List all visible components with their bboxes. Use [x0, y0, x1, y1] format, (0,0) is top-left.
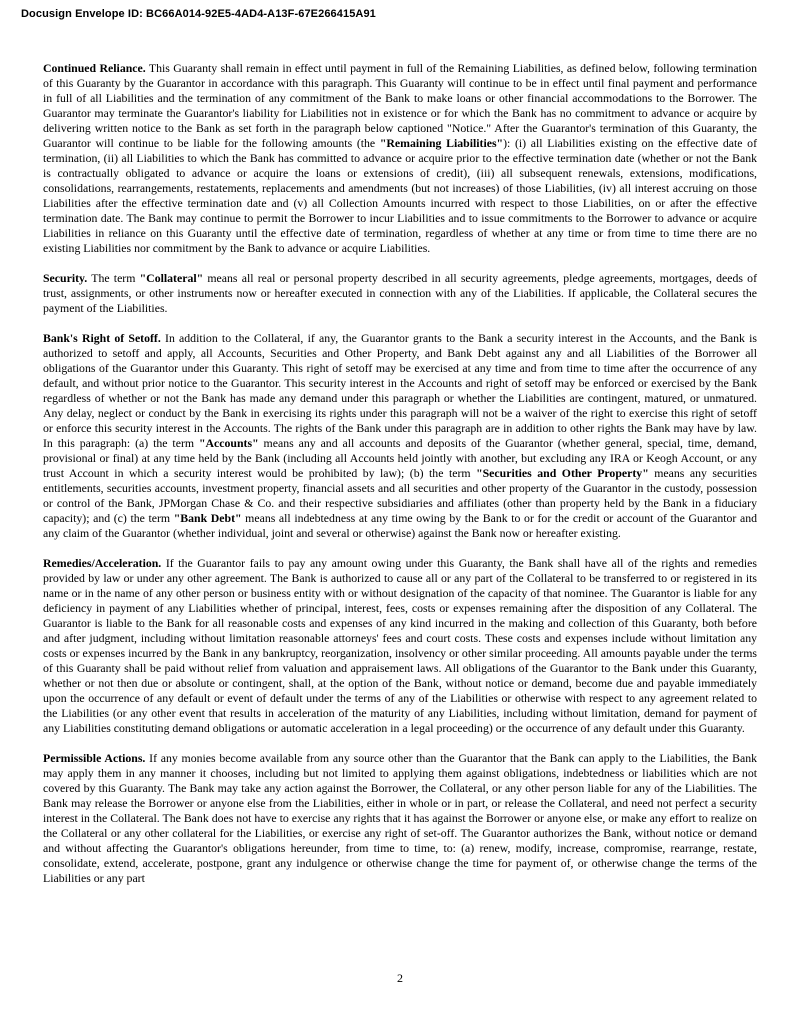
- text-run: means any and all accounts and deposits of the Guarantor (whether general, special, time, demand, provisional or final) at any time held by the Bank (including all Accounts held jointly with another, but excluding any IRA or Keogh Account, or any trust Account in which a security interest would be prohibited by law); (b) the term: [43, 436, 757, 480]
- bold-term: Remedies/Acceleration.: [43, 556, 162, 570]
- text-run: means any securities entitlements, securities accounts, investment property, financial assets and all securities and other property of the Guarantor in the custody, possession or control of the Bank, JPMorgan Chase & Co. and their respective subsidiaries and affiliates (other than property held by the Bank in a fiduciary capacity); and (c) the term: [43, 466, 757, 525]
- page-number: 2: [397, 971, 403, 985]
- paragraph-permissible-actions: [43, 751, 757, 886]
- paragraph-security: [43, 271, 757, 316]
- bold-term: Security.: [43, 271, 88, 285]
- bold-term: "Remaining Liabilities": [379, 136, 504, 150]
- text-run: means all real or personal property described in all security agreements, pledge agreements, mortgages, deeds of trust, assignments, or other instruments now or hereafter executed in connection with any of the Liabilities. If applicable, the Collateral secures the payment of the Liabilities.: [43, 271, 758, 315]
- bold-term: "Accounts": [198, 436, 259, 450]
- text-run: If any monies become available from any source other than the Guarantor that the Bank can apply to the Liabilities, the Bank may apply them in any manner it chooses, including but not limited to applying them against obligations, indebtedness or liabilities which are not covered by this Guaranty. The Bank may take any action against the Borrower, the Collateral, or any other person liable for any of the Liabilities. The Bank may release the Borrower or anyone else from the Liabilities, either in whole or in part, or release the Collateral, and need not perfect a security interest in the Collateral. The Bank does not have to exercise any rights that it has against the Borrower or anyone else, or make any effort to realize on the Collateral or any other collateral for the Liabilities, or exercise any right of set-off. The Guarantor authorizes the Bank, without notice or demand and without affecting the Guarantor's obligations hereunder, from time to time, to: (a) renew, modify, increase, compromise, rearrange, restate, consolidate, extend, accelerate, postpone, grant any indulgence or otherwise change the time for payment of, or otherwise change the terms of the Liabilities or any part: [43, 751, 758, 885]
- text-run: means all indebtedness at any time owing by the Bank to or for the credit or account of the Guarantor and any claim of the Guarantor (whether individual, joint and several or otherwise) against the Bank now or hereafter existing.: [43, 511, 757, 540]
- bold-term: "Collateral": [139, 271, 204, 285]
- bold-term: Bank's Right of Setoff.: [43, 331, 161, 345]
- text-run: If the Guarantor fails to pay any amount owing under this Guaranty, the Bank shall have all of the rights and remedies provided by law or under any other agreement. The Bank is authorized to cause all or any part of the Collateral to be transferred to or registered in its name or in the name of any other person or business entity with or without designation of the capacity of that nominee. The Guarantor is liable for any deficiency in payment of any Liabilities whether of principal, interest, fees, costs or expenses remaining after the disposition of any Collateral. The Guarantor is liable to the Bank for all reasonable costs and expenses of any kind incurred in the making and collection of this Guaranty, both before and after judgment, including without limitation reasonable attorneys' fees and court costs. These costs and expenses include without limitation any costs or expenses incurred by the Bank in any bankruptcy, reorganization, insolvency or other similar proceeding. All amounts payable under the terms of this Guaranty shall be paid without relief from valuation and appraisement laws. All obligations of the Guarantor to the Bank under this Guaranty, whether or not then due or absolute or contingent, shall, at the option of the Bank, without notice or demand, become due and payable immediately upon the occurrence of any default or event of default under the terms of any of the Liabilities or otherwise with respect to any agreement related to the Liabilities (or any other event that results in acceleration of the maturity of any Liabilities, including without limitation, demand for payment of any Liabilities constituting demand obligations or automatic acceleration in a legal proceeding) or the occurrence of any default under this Guaranty.: [43, 556, 757, 735]
- text-run: This Guaranty shall remain in effect until payment in full of the Remaining Liabilities, as defined below, following termination of this Guaranty by the Guarantor in accordance with this paragraph. This Guaranty will continue to be in effect until final payment and performance in full of all Liabilities and the termination of any commitment of the Bank to make loans or other financial accommodations to the Borrower. The Guarantor may terminate the Guarantor's liability for Liabilities not in existence or for which the Bank has no commitment to advance or acquire by delivering written notice to the Bank as set forth in the paragraph below captioned "Notice." After the Guarantor's termination of this Guaranty, the Guarantor will continue to be liable for the following amounts (the: [43, 61, 757, 150]
- text-run: In addition to the Collateral, if any, the Guarantor grants to the Bank a security interest in the Accounts, and the Bank is authorized to setoff and apply, all Accounts, Securities and Other Property, and Bank Debt against any and all Liabilities of the Borrower all obligations of the Guarantor under this Guaranty. This right of setoff may be exercised at any time and from time to time after the occurrence of any default, and without prior notice to the Guarantor. This security interest in the Accounts and right of setoff may be enforced or exercised by the Bank regardless of whether or not the Bank has made any demand under this paragraph or whether the Liabilities are contingent, matured, or unmatured. Any delay, neglect or conduct by the Bank in exercising its rights under this paragraph will not be a waiver of the right to exercise this right of setoff or enforce this security interest in the Accounts. The rights of the Bank under this paragraph are in addition to other rights the Bank may have by law. In this paragraph: (a) the term: [43, 331, 757, 450]
- paragraph-remedies-acceleration: [43, 556, 757, 736]
- bold-term: Continued Reliance.: [43, 61, 146, 75]
- bold-term: Permissible Actions.: [43, 751, 146, 765]
- document-body: [43, 61, 757, 901]
- paragraph-continued-reliance: [43, 61, 757, 256]
- text-run: ): (i) all Liabilities existing on the effective date of termination, (ii) all Liabilities to which the Bank has committed to advance or acquire prior to the effective termination date (whether or not the Bank is contractually obligated to advance or acquire the loans or extensions of credit), (iii) all subsequent renewals, extensions, modifications, consolidations, rearrangements, restatements, replacements and amendments (but not increases) of those Liabilities, (iv) all interest accruing on those Liabilities after the effective termination date and (v) all Collection Amounts incurred with respect to those Liabilities, on or after the effective termination date. The Bank may continue to permit the Borrower to incur Liabilities and to issue commitments to the Borrower to advance or acquire Liabilities in reliance on this Guaranty until the effective date of termination, regardless of whether at any time or from time to time there are no existing Liabilities nor commitment by the Bank to advance or acquire Liabilities.: [43, 136, 758, 255]
- docusign-envelope-id: Docusign Envelope ID: BC66A014-92E5-4AD4-A13F-67E266415A91: [21, 8, 376, 20]
- text-run: The term: [87, 271, 140, 285]
- bold-term: "Securities and Other Property": [476, 466, 649, 480]
- paragraph-banks-right-of-setoff: [43, 331, 757, 541]
- bold-term: "Bank Debt": [173, 511, 242, 525]
